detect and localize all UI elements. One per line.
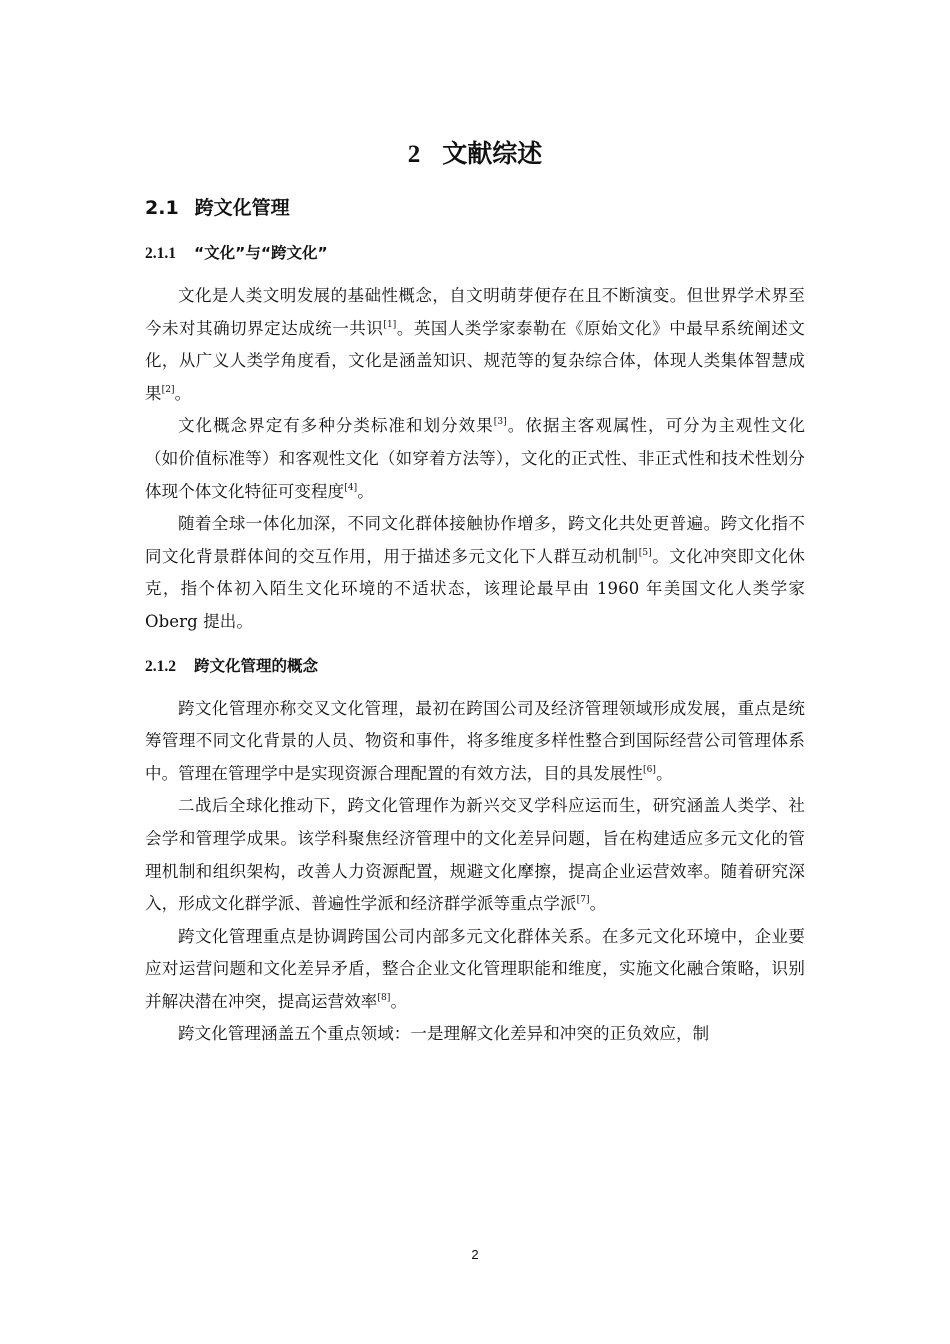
paragraph-text: 。 — [656, 763, 673, 783]
chapter-title: 文献综述 — [442, 139, 543, 168]
paragraph-text: 。依据主客观属性，可分为主观性文化（如价值标准等）和客观性文化（如穿着方法等），文化的正式性、非正式性和技术性划分体现个体文化特征可变程度 — [145, 416, 805, 501]
citation-ref: [1] — [383, 319, 397, 330]
page-number: 2 — [471, 1247, 479, 1262]
paragraph-text: 文化概念界定有多种分类标准和划分效果 — [178, 416, 494, 436]
paragraph-text: 随着全球一体化加深，不同文化群体接触协作增多，跨文化共处更普遍。跨文化指不同文化背景群体间的交互作用，用于描述多元文化下人群互动机制 — [145, 514, 805, 566]
chapter-number: 2 — [407, 141, 421, 168]
citation-ref: [6] — [643, 764, 657, 775]
citation-ref: [3] — [493, 417, 507, 428]
paragraph-text: 文化是人类文明发展的基础性概念，自文明萌芽便存在且不断演变。但世界学术界至今未对其确切界定达成统一共识 — [145, 286, 805, 338]
citation-ref: [7] — [576, 895, 590, 906]
section-title: 跨文化管理 — [194, 197, 290, 219]
subsection-number: 2.1.2 — [145, 657, 176, 675]
paragraph-5 — [145, 790, 805, 920]
section-heading-2-1 — [145, 190, 805, 226]
paragraph-text: 跨文化管理涵盖五个重点领域：一是理解文化差异和冲突的正负效应，制 — [178, 1024, 710, 1044]
subsection-number: 2.1.1 — [145, 245, 176, 262]
paragraph-4 — [145, 693, 805, 791]
paragraph-text: 跨文化管理重点是协调跨国公司内部多元文化群体关系。在多元文化环境中，企业要应对运营问题和文化差异矛盾，整合企业文化管理职能和维度，实施文化融合策略，识别并解决潜在冲突，提高运营效率 — [145, 926, 805, 1011]
subsection-heading-2-1-1 — [145, 232, 805, 274]
subsection-title: 跨文化管理的概念 — [194, 656, 319, 675]
citation-ref: [2] — [161, 384, 175, 395]
paragraph-text: 。文化冲突即文化休克，指个体初入陌生文化环境的不适状态，该理论最早由 1960 年美国文化人类学家 Oberg 提出。 — [145, 546, 806, 631]
paragraph-text: 。 — [390, 991, 408, 1011]
paragraph-3 — [145, 508, 805, 638]
paragraph-text: 。英国人类学家泰勒在《原始文化》中最早系统阐述文化，从广义人类学角度看，文化是涵盖知识、规范等的复杂综合体，体现人类集体智慧成果 — [145, 318, 805, 403]
paragraph-text: 。 — [589, 894, 607, 914]
citation-ref: [5] — [638, 547, 652, 558]
subsection-title: “文化”与“跨文化” — [194, 244, 328, 262]
paragraph-1 — [145, 280, 805, 410]
paragraph-7 — [145, 1018, 805, 1051]
citation-ref: [4] — [344, 482, 358, 493]
paragraph-2 — [145, 410, 805, 508]
paragraph-6 — [145, 921, 805, 1019]
chapter-heading — [145, 132, 805, 176]
page-content — [145, 132, 805, 1051]
paragraph-text: 。 — [174, 383, 192, 403]
paragraph-text: 。 — [357, 481, 374, 501]
subsection-heading-2-1-2 — [145, 645, 805, 687]
section-number: 2.1 — [145, 197, 179, 219]
citation-ref: [8] — [377, 992, 391, 1003]
paragraph-text: 跨文化管理亦称交叉文化管理，最初在跨国公司及经济管理领域形成发展，重点是统筹管理不同文化背景的人员、物资和事件，将多维度多样性整合到国际经营公司管理体系中。管理在管理学中是实现资源合理配置的有效方法，目的具发展性 — [145, 698, 805, 783]
paragraph-text: 二战后全球化推动下，跨文化管理作为新兴交叉学科应运而生，研究涵盖人类学、社会学和管理学成果。该学科聚焦经济管理中的文化差异问题，旨在构建适应多元文化的管理机制和组织架构，改善人力资源配置，规避文化摩擦，提高企业运营效率。随着研究深入，形成文化群学派、普遍性学派和经济群学派等重点学派 — [145, 796, 805, 914]
